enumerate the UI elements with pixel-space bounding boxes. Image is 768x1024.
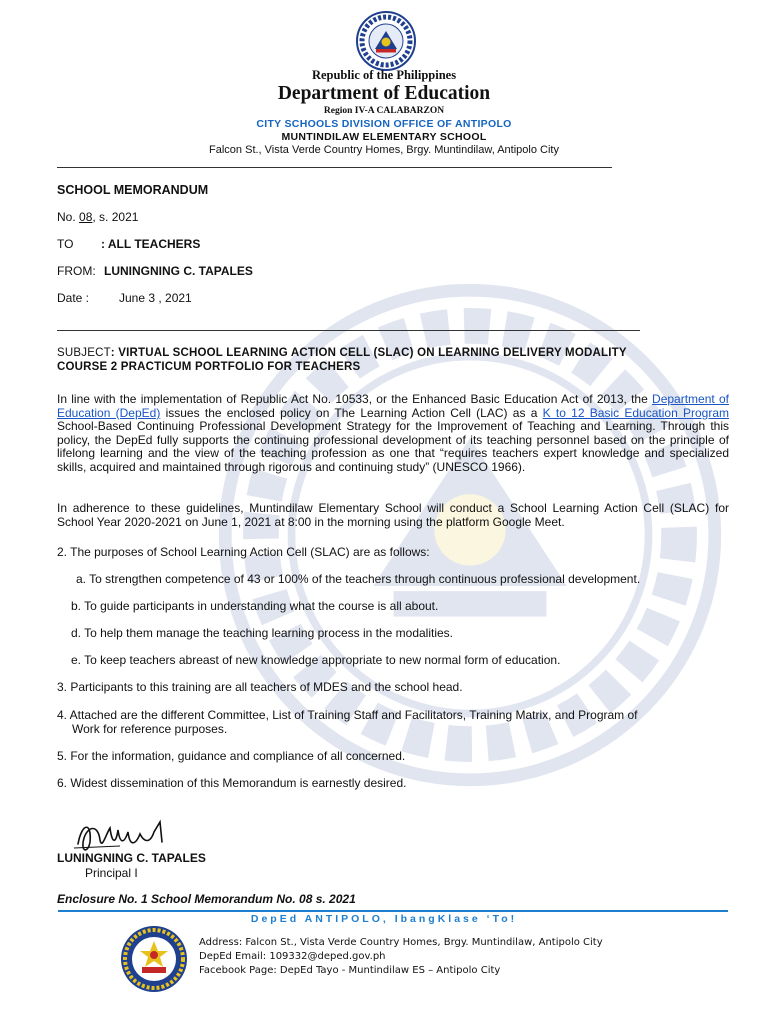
school-address: Falcon St., Vista Verde Country Homes, Brgy. Muntindilaw, Antipolo City bbox=[209, 144, 559, 156]
deped-link[interactable]: Department of Education (DepEd) bbox=[57, 392, 729, 420]
footer-divider bbox=[58, 910, 728, 912]
list-item-5: 5. For the information, guidance and compliance of all concerned. bbox=[57, 749, 406, 763]
school-logo bbox=[120, 925, 188, 993]
list-item-2: 2. The purposes of School Learning Action Cell (SLAC) are as follows: bbox=[57, 545, 430, 559]
intro-paragraph bbox=[57, 393, 729, 474]
list-item-6: 6. Widest dissemination of this Memorandum is earnestly desired. bbox=[57, 776, 407, 790]
purpose-e: e. To keep teachers abreast of new knowledge appropriate to new normal form of education. bbox=[71, 653, 561, 667]
intro-text-b: issues the enclosed policy on The Learning Action Cell (LAC) as a bbox=[160, 405, 543, 420]
subject-line-1: : VIRTUAL SCHOOL LEARNING ACTION CELL (SLAC) ON LEARNING DELIVERY MODALITY bbox=[110, 347, 627, 359]
subject-divider bbox=[57, 330, 640, 331]
memo-from-label: FROM: bbox=[57, 264, 96, 278]
region-label: Region IV-A CALABARZON bbox=[323, 106, 445, 116]
footer-email: DepEd Email: 109332@deped.gov.ph bbox=[199, 951, 386, 962]
footer-address: Address: Falcon St., Vista Verde Country Homes, Brgy. Muntindilaw, Antipolo City bbox=[199, 937, 603, 948]
memo-from-value: LUNINGNING C. TAPALES bbox=[104, 264, 253, 278]
memo-type: SCHOOL MEMORANDUM bbox=[57, 183, 209, 197]
list-item-3: 3. Participants to this training are all teachers of MDES and the school head. bbox=[57, 680, 463, 694]
memo-number-value: 08 bbox=[79, 210, 93, 224]
memo-number-prefix: No. bbox=[57, 210, 76, 224]
memo-number-series: , s. 2021 bbox=[92, 210, 139, 224]
adherence-paragraph: In adherence to these guidelines, Muntindilaw Elementary School will conduct a School Learning Action Cell (SLAC) for School Year 2020-2021 on June 1, 2021 at 8:00 in the morning using the platform Google Meet. bbox=[57, 501, 729, 529]
intro-text-c: School-Based Continuing Professional Development Strategy for the Improvement of Teaching and Learning. Through this policy, the DepEd fully supports the continuing professional development of its teaching personnel based on the principle of lifelong learning and the view of the teaching profession as one that “requires teachers expert knowledge and specialized skills, acquired and maintained through rigorous and continuing study” (UNESCO 1966). bbox=[57, 419, 729, 474]
deped-seal-logo bbox=[356, 11, 416, 71]
republic-heading: Republic of the Philippines bbox=[311, 68, 457, 82]
intro-text-a: In line with the implementation of Republic Act No. 10533, or the Enhanced Basic Education Act of 2013, the bbox=[57, 392, 653, 406]
memo-date-value: June 3 , 2021 bbox=[119, 291, 192, 305]
purpose-a: a. To strengthen competence of 43 or 100% of the teachers through continuous professional development. bbox=[76, 572, 641, 586]
memo-date-label: Date : bbox=[57, 291, 90, 305]
signatory-title: Principal I bbox=[85, 866, 138, 880]
school-name: MUNTINDILAW ELEMENTARY SCHOOL bbox=[281, 131, 487, 143]
subject-line-2: COURSE 2 PRACTICUM PORTFOLIO FOR TEACHERS bbox=[57, 360, 361, 373]
list-item-4-cont: Work for reference purposes. bbox=[72, 722, 228, 736]
k12-program-link[interactable]: K to 12 Basic Education Program bbox=[542, 405, 730, 420]
purpose-d: d. To help them manage the teaching learning process in the modalities. bbox=[71, 626, 454, 640]
footer-facebook: Facebook Page: DepEd Tayo - Muntindilaw ES – Antipolo City bbox=[199, 965, 501, 976]
memo-number bbox=[57, 211, 138, 225]
memo-subject bbox=[57, 347, 747, 374]
list-item-4: 4. Attached are the different Committee, List of Training Staff and Facilitators, Training Matrix, and Program of bbox=[57, 708, 638, 722]
footer-tagline: DepEd ANTIPOLO, IbangKlase ‘To! bbox=[250, 913, 518, 925]
subject-label: SUBJECT bbox=[57, 347, 111, 359]
division-label: CITY SCHOOLS DIVISION OFFICE OF ANTIPOLO bbox=[256, 118, 512, 130]
enclosure-note: Enclosure No. 1 School Memorandum No. 08 s. 2021 bbox=[57, 892, 356, 906]
memo-to-label: TO bbox=[57, 237, 74, 251]
header-divider bbox=[57, 167, 612, 168]
signatory-name: LUNINGNING C. TAPALES bbox=[57, 851, 206, 865]
department-title: Department of Education bbox=[277, 83, 491, 104]
memo-to-value: : ALL TEACHERS bbox=[101, 237, 201, 251]
purpose-b: b. To guide participants in understanding what the course is all about. bbox=[71, 599, 439, 613]
